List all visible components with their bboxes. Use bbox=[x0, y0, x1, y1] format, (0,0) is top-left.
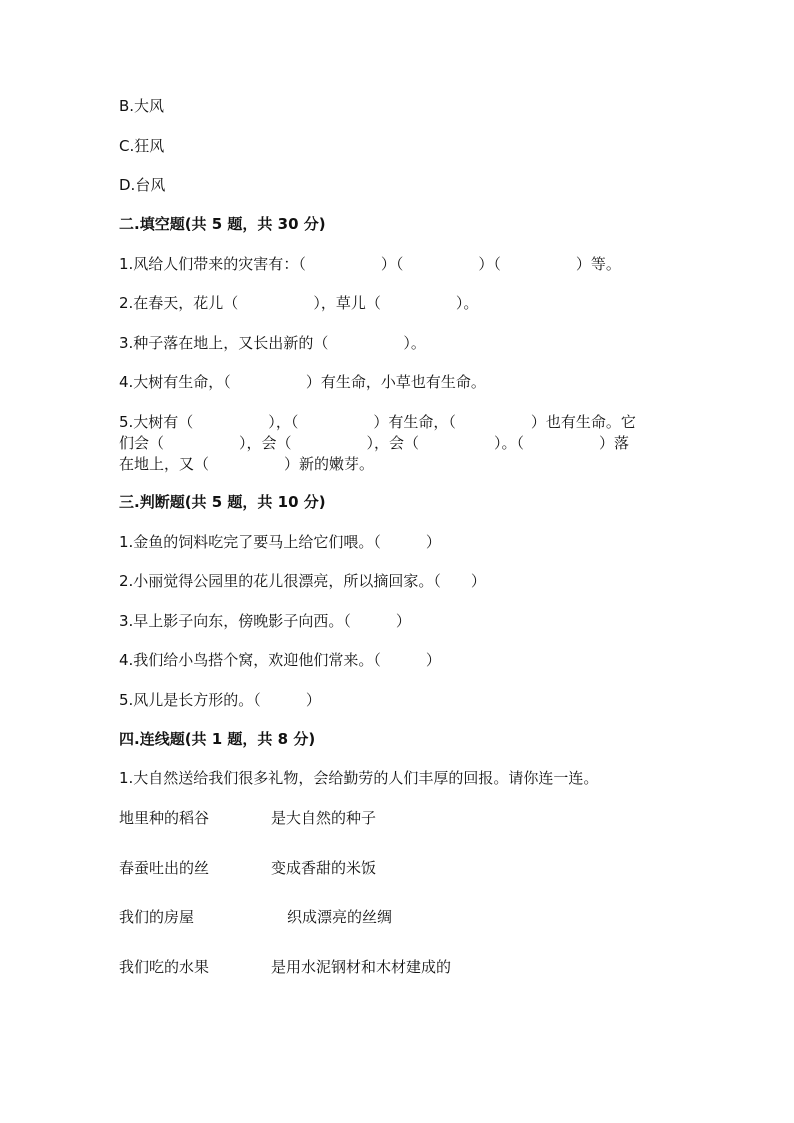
true-false-item-3: 3.早上影子向东，傍晚影子向西。（ ） bbox=[119, 612, 411, 630]
true-false-item-5: 5.风儿是长方形的。（ ） bbox=[119, 691, 321, 709]
matching-left-item-2: 春蚕吐出的丝 bbox=[119, 859, 210, 877]
matching-right-item-2: 变成香甜的米饭 bbox=[271, 859, 377, 877]
matching-left-item-4: 我们吃的水果 bbox=[119, 958, 210, 976]
option-c: C.狂风 bbox=[119, 137, 165, 155]
matching-prompt: 1.大自然送给我们很多礼物，会给勤劳的人们丰厚的回报。请你连一连。 bbox=[119, 769, 599, 787]
true-false-item-1: 1.金鱼的饲料吃完了要马上给它们喂。（ ） bbox=[119, 533, 441, 551]
true-false-item-2: 2.小丽觉得公园里的花儿很漂亮，所以摘回家。（ ） bbox=[119, 572, 486, 590]
matching-left-item-1: 地里种的稻谷 bbox=[119, 809, 210, 827]
matching-right-item-1: 是大自然的种子 bbox=[271, 809, 377, 827]
matching-right-item-3: 织成漂亮的丝绸 bbox=[287, 908, 393, 926]
fill-blank-item-5-line-3: 在地上，又（ ）新的嫩芽。 bbox=[119, 455, 375, 473]
fill-blank-item-5-line-2: 们会（ ），会（ ），会（ ）。（ ）落 bbox=[119, 434, 630, 452]
option-d: D.台风 bbox=[119, 176, 166, 194]
fill-blank-item-5-line-1: 5.大树有（ ），（ ）有生命，（ ）也有生命。它 bbox=[119, 413, 636, 431]
fill-blank-item-2: 2.在春天，花儿（ ），草儿（ ）。 bbox=[119, 294, 479, 312]
matching-right-item-4: 是用水泥钢材和木材建成的 bbox=[271, 958, 452, 976]
section-heading-true-false: 三.判断题(共 5 题，共 10 分) bbox=[119, 493, 326, 511]
section-heading-fill-blank: 二.填空题(共 5 题，共 30 分) bbox=[119, 215, 326, 233]
fill-blank-item-4: 4.大树有生命，（ ）有生命，小草也有生命。 bbox=[119, 373, 486, 391]
matching-left-item-3: 我们的房屋 bbox=[119, 908, 195, 926]
section-heading-matching: 四.连线题(共 1 题，共 8 分) bbox=[119, 730, 316, 748]
true-false-item-4: 4.我们给小鸟搭个窝，欢迎他们常来。（ ） bbox=[119, 651, 441, 669]
fill-blank-item-3: 3.种子落在地上，又长出新的（ ）。 bbox=[119, 334, 426, 352]
option-b: B.大风 bbox=[119, 97, 165, 115]
fill-blank-item-1: 1.风给人们带来的灾害有：（ ）（ ）（ ）等。 bbox=[119, 255, 621, 273]
